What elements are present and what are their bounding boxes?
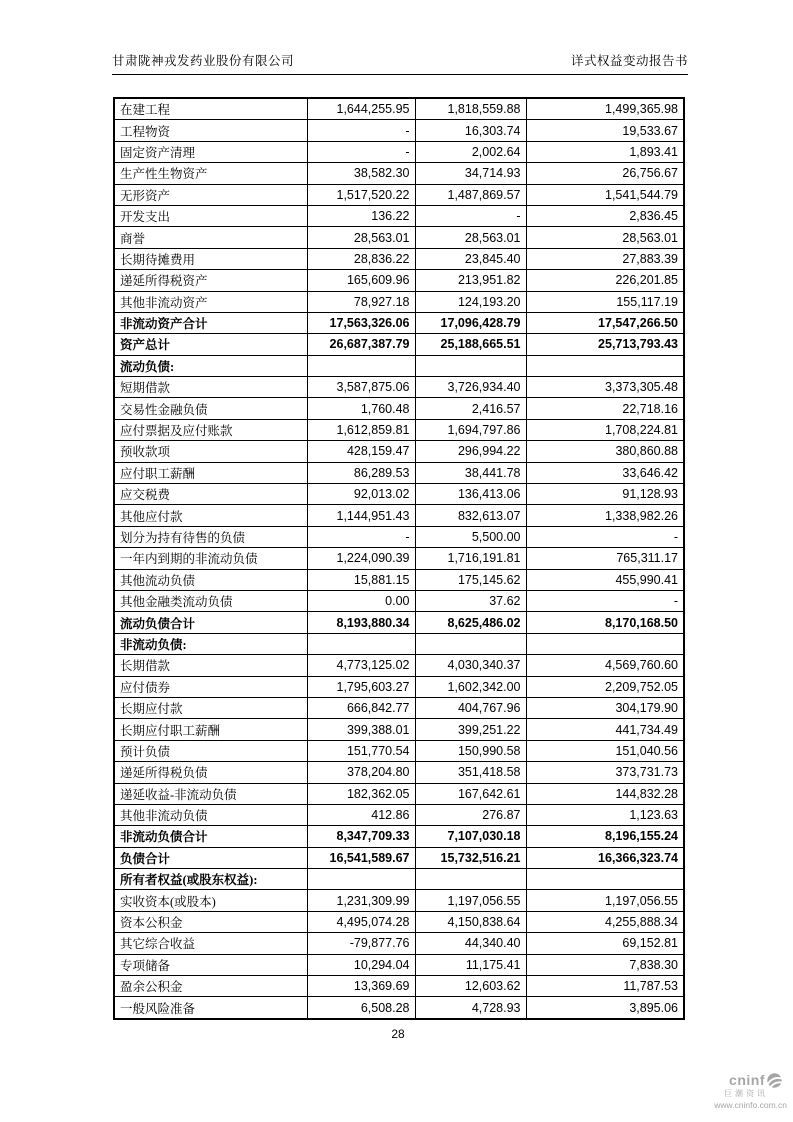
row-value-cell: 1,338,982.26 <box>526 505 684 526</box>
table-row <box>114 120 684 141</box>
row-label-cell: 实收资本(或股本) <box>114 890 307 911</box>
row-value-cell: 4,569,760.60 <box>526 655 684 676</box>
table-row <box>114 783 684 804</box>
row-value-cell: 4,728.93 <box>415 997 526 1019</box>
row-value-cell: 1,602,342.00 <box>415 676 526 697</box>
row-value-cell: 8,170,168.50 <box>526 612 684 633</box>
row-value-cell: 1,716,191.81 <box>415 548 526 569</box>
row-label-cell: 长期借款 <box>114 655 307 676</box>
row-label-cell: 工程物资 <box>114 120 307 141</box>
table-row <box>114 248 684 269</box>
row-value-cell: 412.86 <box>307 804 415 825</box>
header-company-name: 甘肃陇神戎发药业股份有限公司 <box>112 54 295 68</box>
table-row <box>114 184 684 205</box>
row-value-cell: 124,193.20 <box>415 291 526 312</box>
row-label-cell: 应交税费 <box>114 484 307 505</box>
row-label-cell: 其他非流动资产 <box>114 291 307 312</box>
row-value-cell <box>526 633 684 654</box>
row-value-cell: 2,209,752.05 <box>526 676 684 697</box>
row-value-cell: - <box>307 141 415 162</box>
row-value-cell: 1,123.63 <box>526 804 684 825</box>
row-value-cell: -79,877.76 <box>307 933 415 954</box>
row-value-cell: 175,145.62 <box>415 569 526 590</box>
row-value-cell: 4,773,125.02 <box>307 655 415 676</box>
table-row <box>114 441 684 462</box>
row-value-cell: 23,845.40 <box>415 248 526 269</box>
row-value-cell: 1,487,869.57 <box>415 184 526 205</box>
row-label-cell: 长期应付职工薪酬 <box>114 719 307 740</box>
table-row <box>114 398 684 419</box>
row-value-cell: 2,002.64 <box>415 141 526 162</box>
table-row <box>114 526 684 547</box>
row-value-cell: 17,563,326.06 <box>307 312 415 333</box>
row-label-cell: 流动负债合计 <box>114 612 307 633</box>
row-label-cell: 生产性生物资产 <box>114 163 307 184</box>
row-value-cell: - <box>307 120 415 141</box>
row-label-cell: 固定资产清理 <box>114 141 307 162</box>
row-label-cell: 资产总计 <box>114 334 307 355</box>
row-label-cell: 开发支出 <box>114 205 307 226</box>
row-value-cell: 15,881.15 <box>307 569 415 590</box>
row-value-cell: 1,795,603.27 <box>307 676 415 697</box>
cninfo-logo-row <box>679 1072 789 1089</box>
row-value-cell: 7,838.30 <box>526 954 684 975</box>
row-value-cell: 4,495,074.28 <box>307 911 415 932</box>
row-label-cell: 递延所得税资产 <box>114 270 307 291</box>
row-value-cell: 11,175.41 <box>415 954 526 975</box>
balance-sheet-body <box>114 98 684 1019</box>
row-value-cell: 5,500.00 <box>415 526 526 547</box>
row-value-cell: 832,613.07 <box>415 505 526 526</box>
row-value-cell: 26,687,387.79 <box>307 334 415 355</box>
row-label-cell: 其他金融类流动负债 <box>114 590 307 611</box>
row-value-cell: 404,767.96 <box>415 697 526 718</box>
row-value-cell: 1,144,951.43 <box>307 505 415 526</box>
row-value-cell: 13,369.69 <box>307 976 415 997</box>
row-value-cell: 1,224,090.39 <box>307 548 415 569</box>
row-value-cell: 1,197,056.55 <box>526 890 684 911</box>
row-value-cell <box>307 869 415 890</box>
row-value-cell: 3,587,875.06 <box>307 377 415 398</box>
row-value-cell: 11,787.53 <box>526 976 684 997</box>
row-value-cell: 16,366,323.74 <box>526 847 684 868</box>
row-label-cell: 所有者权益(或股东权益): <box>114 869 307 890</box>
row-value-cell: 16,541,589.67 <box>307 847 415 868</box>
table-row <box>114 419 684 440</box>
row-value-cell: 44,340.40 <box>415 933 526 954</box>
row-value-cell <box>415 355 526 376</box>
row-label-cell: 预收款项 <box>114 441 307 462</box>
table-row <box>114 548 684 569</box>
row-value-cell: - <box>526 526 684 547</box>
row-value-cell: 4,255,888.34 <box>526 911 684 932</box>
row-value-cell: 455,990.41 <box>526 569 684 590</box>
table-row <box>114 462 684 483</box>
row-value-cell: 4,150,838.64 <box>415 911 526 932</box>
row-label-cell: 预计负债 <box>114 740 307 761</box>
row-value-cell: 27,883.39 <box>526 248 684 269</box>
table-row <box>114 676 684 697</box>
row-value-cell: 28,563.01 <box>526 227 684 248</box>
row-label-cell: 长期应付款 <box>114 697 307 718</box>
table-row <box>114 847 684 868</box>
row-value-cell: 1,612,859.81 <box>307 419 415 440</box>
row-value-cell: 182,362.05 <box>307 783 415 804</box>
table-row <box>114 697 684 718</box>
row-value-cell: 4,030,340.37 <box>415 655 526 676</box>
row-value-cell: 765,311.17 <box>526 548 684 569</box>
row-value-cell: 3,895.06 <box>526 997 684 1019</box>
table-row <box>114 655 684 676</box>
row-value-cell: 428,159.47 <box>307 441 415 462</box>
row-label-cell: 短期借款 <box>114 377 307 398</box>
row-value-cell: 378,204.80 <box>307 762 415 783</box>
row-value-cell: 1,499,365.98 <box>526 98 684 120</box>
row-value-cell: 3,726,934.40 <box>415 377 526 398</box>
table-row <box>114 505 684 526</box>
row-value-cell <box>526 869 684 890</box>
table-row <box>114 633 684 654</box>
row-label-cell: 无形资产 <box>114 184 307 205</box>
row-value-cell: 1,541,544.79 <box>526 184 684 205</box>
row-value-cell: 7,107,030.18 <box>415 826 526 847</box>
table-row <box>114 976 684 997</box>
row-value-cell: 92,013.02 <box>307 484 415 505</box>
row-value-cell: 296,994.22 <box>415 441 526 462</box>
row-value-cell: 17,096,428.79 <box>415 312 526 333</box>
row-label-cell: 资本公积金 <box>114 911 307 932</box>
row-value-cell: 304,179.90 <box>526 697 684 718</box>
row-value-cell: 351,418.58 <box>415 762 526 783</box>
row-label-cell: 其他非流动负债 <box>114 804 307 825</box>
row-label-cell: 非流动资产合计 <box>114 312 307 333</box>
row-value-cell: 33,646.42 <box>526 462 684 483</box>
cninfo-chinese-name: 巨潮资讯 <box>724 1089 768 1098</box>
row-label-cell: 划分为持有待售的负债 <box>114 526 307 547</box>
row-label-cell: 应付职工薪酬 <box>114 462 307 483</box>
row-value-cell <box>415 869 526 890</box>
table-row <box>114 484 684 505</box>
row-label-cell: 其它综合收益 <box>114 933 307 954</box>
row-value-cell: 1,708,224.81 <box>526 419 684 440</box>
row-value-cell: 22,718.16 <box>526 398 684 419</box>
table-row <box>114 826 684 847</box>
row-label-cell: 商誉 <box>114 227 307 248</box>
table-row <box>114 719 684 740</box>
table-row <box>114 312 684 333</box>
table-row <box>114 98 684 120</box>
row-value-cell: 2,416.57 <box>415 398 526 419</box>
row-value-cell: 86,289.53 <box>307 462 415 483</box>
row-value-cell: 6,508.28 <box>307 997 415 1019</box>
page-number: 28 <box>391 1027 405 1041</box>
row-label-cell: 其他流动负债 <box>114 569 307 590</box>
table-row <box>114 377 684 398</box>
row-label-cell: 递延所得税负债 <box>114 762 307 783</box>
cninfo-brand-text: cninf <box>729 1071 765 1088</box>
row-value-cell: 151,040.56 <box>526 740 684 761</box>
row-label-cell: 负债合计 <box>114 847 307 868</box>
row-value-cell: 91,128.93 <box>526 484 684 505</box>
row-label-cell: 一般风险准备 <box>114 997 307 1019</box>
row-value-cell: - <box>415 205 526 226</box>
row-label-cell: 交易性金融负债 <box>114 398 307 419</box>
row-value-cell: 1,231,309.99 <box>307 890 415 911</box>
row-value-cell: 34,714.93 <box>415 163 526 184</box>
row-value-cell: 25,713,793.43 <box>526 334 684 355</box>
table-row <box>114 933 684 954</box>
row-value-cell: 8,625,486.02 <box>415 612 526 633</box>
row-label-cell: 其他应付款 <box>114 505 307 526</box>
table-row <box>114 291 684 312</box>
table-row <box>114 355 684 376</box>
row-value-cell: 0.00 <box>307 590 415 611</box>
row-value-cell: 666,842.77 <box>307 697 415 718</box>
row-value-cell: 1,818,559.88 <box>415 98 526 120</box>
row-value-cell: 151,770.54 <box>307 740 415 761</box>
row-value-cell: 1,197,056.55 <box>415 890 526 911</box>
row-label-cell: 长期待摊费用 <box>114 248 307 269</box>
row-value-cell: 144,832.28 <box>526 783 684 804</box>
row-label-cell: 在建工程 <box>114 98 307 120</box>
row-value-cell: 8,193,880.34 <box>307 612 415 633</box>
row-label-cell: 流动负债: <box>114 355 307 376</box>
row-value-cell: 441,734.49 <box>526 719 684 740</box>
table-row <box>114 227 684 248</box>
row-value-cell: 3,373,305.48 <box>526 377 684 398</box>
row-value-cell: 167,642.61 <box>415 783 526 804</box>
row-value-cell: 78,927.18 <box>307 291 415 312</box>
row-value-cell: 165,609.96 <box>307 270 415 291</box>
row-value-cell: 16,303.74 <box>415 120 526 141</box>
row-value-cell: 2,836.45 <box>526 205 684 226</box>
table-row <box>114 911 684 932</box>
row-value-cell: - <box>526 590 684 611</box>
row-value-cell: 136.22 <box>307 205 415 226</box>
table-row <box>114 141 684 162</box>
row-value-cell: 37.62 <box>415 590 526 611</box>
row-label-cell: 应付票据及应付账款 <box>114 419 307 440</box>
row-value-cell: 10,294.04 <box>307 954 415 975</box>
row-value-cell <box>415 633 526 654</box>
header-doc-title: 详式权益变动报告书 <box>570 54 688 68</box>
row-value-cell: 373,731.73 <box>526 762 684 783</box>
row-value-cell: 69,152.81 <box>526 933 684 954</box>
row-value-cell: 213,951.82 <box>415 270 526 291</box>
row-label-cell: 专项储备 <box>114 954 307 975</box>
row-value-cell: 8,347,709.33 <box>307 826 415 847</box>
row-label-cell: 非流动负债合计 <box>114 826 307 847</box>
row-value-cell: 399,388.01 <box>307 719 415 740</box>
row-value-cell: 8,196,155.24 <box>526 826 684 847</box>
cninfo-logo <box>679 1072 789 1110</box>
table-row <box>114 740 684 761</box>
table-row <box>114 762 684 783</box>
row-value-cell: 17,547,266.50 <box>526 312 684 333</box>
row-label-cell: 应付债券 <box>114 676 307 697</box>
table-row <box>114 890 684 911</box>
row-value-cell <box>526 355 684 376</box>
row-value-cell: 155,117.19 <box>526 291 684 312</box>
page-header <box>112 51 688 69</box>
row-value-cell: 12,603.62 <box>415 976 526 997</box>
row-value-cell: 1,760.48 <box>307 398 415 419</box>
row-value-cell: 1,517,520.22 <box>307 184 415 205</box>
table-row <box>114 804 684 825</box>
row-value-cell: 1,694,797.86 <box>415 419 526 440</box>
table-row <box>114 590 684 611</box>
row-value-cell: 15,732,516.21 <box>415 847 526 868</box>
table-row <box>114 997 684 1019</box>
row-label-cell: 递延收益-非流动负债 <box>114 783 307 804</box>
table-row <box>114 569 684 590</box>
table-row <box>114 163 684 184</box>
row-value-cell: 26,756.67 <box>526 163 684 184</box>
cninfo-globe-icon <box>766 1072 783 1089</box>
table-row <box>114 334 684 355</box>
table-row <box>114 612 684 633</box>
cninfo-url: www.cninfo.com.cn <box>714 1099 787 1110</box>
row-value-cell: 226,201.85 <box>526 270 684 291</box>
row-value-cell: 28,563.01 <box>307 227 415 248</box>
row-value-cell: 380,860.88 <box>526 441 684 462</box>
row-value-cell: 25,188,665.51 <box>415 334 526 355</box>
row-value-cell: 276.87 <box>415 804 526 825</box>
row-value-cell: 38,582.30 <box>307 163 415 184</box>
table-row <box>114 869 684 890</box>
row-value-cell: 1,893.41 <box>526 141 684 162</box>
row-label-cell: 一年内到期的非流动负债 <box>114 548 307 569</box>
row-value-cell: 136,413.06 <box>415 484 526 505</box>
row-value-cell: 1,644,255.95 <box>307 98 415 120</box>
table-row <box>114 205 684 226</box>
row-label-cell: 非流动负债: <box>114 633 307 654</box>
row-value-cell: 399,251.22 <box>415 719 526 740</box>
row-value-cell: - <box>307 526 415 547</box>
balance-sheet-table <box>113 97 685 1020</box>
table-row <box>114 954 684 975</box>
row-value-cell: 150,990.58 <box>415 740 526 761</box>
row-label-cell: 盈余公积金 <box>114 976 307 997</box>
row-value-cell: 19,533.67 <box>526 120 684 141</box>
header-rule <box>112 74 688 75</box>
row-value-cell: 28,836.22 <box>307 248 415 269</box>
row-value-cell: 38,441.78 <box>415 462 526 483</box>
table-row <box>114 270 684 291</box>
row-value-cell <box>307 633 415 654</box>
row-value-cell <box>307 355 415 376</box>
row-value-cell: 28,563.01 <box>415 227 526 248</box>
